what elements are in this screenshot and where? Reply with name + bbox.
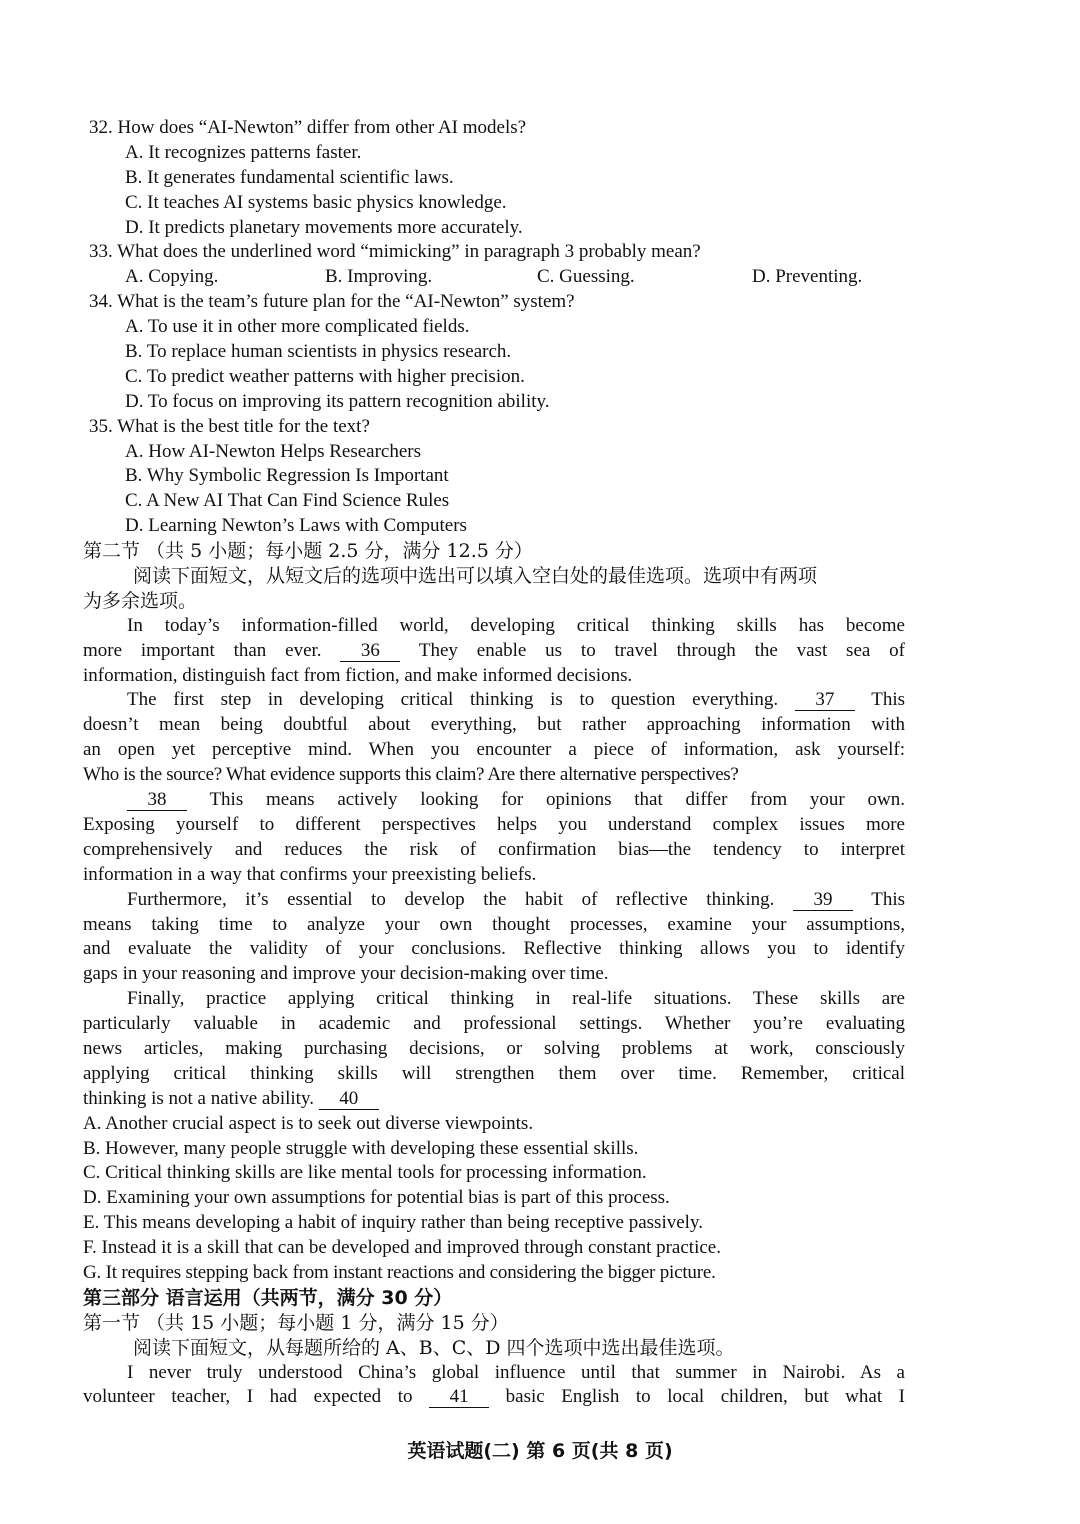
- question-33-option-b: B. Improving.: [325, 266, 433, 288]
- question-33-option-a: A. Copying.: [125, 266, 219, 288]
- question-35-stem: 35. What is the best title for the text?: [89, 415, 370, 437]
- question-32-option-b: B. It generates fundamental scientific laws.: [125, 166, 454, 188]
- blank-39: 39: [793, 890, 853, 911]
- passage-p5-line-5-text: thinking is not a native ability.: [83, 1087, 314, 1109]
- question-33-options: [83, 265, 905, 290]
- passage-p5-line-1: Finally, practice applying critical thinking in real-life situations. These skills are: [127, 988, 905, 1010]
- choice-g: G. It requires stepping back from instant reactions and considering the bigger picture.: [83, 1261, 716, 1283]
- blank-36: 36: [340, 641, 400, 662]
- question-32-option-d: D. It predicts planetary movements more accurately.: [125, 216, 523, 238]
- choice-d: D. Examining your own assumptions for potential bias is part of this process.: [83, 1187, 670, 1209]
- passage-p3-line-4: information in a way that confirms your preexisting beliefs.: [83, 863, 537, 885]
- passage-p3-line-2: Exposing yourself to different perspectives helps you understand complex issues more: [83, 813, 905, 835]
- question-34-option-b: B. To replace human scientists in physics research.: [125, 341, 512, 363]
- part-3-passage-line-2-text-b: basic English to local children, but what I: [505, 1386, 906, 1408]
- passage-p1-line-2-text-b: They enable us to travel through the vast sea of: [418, 639, 905, 661]
- passage-p2-line-1-text-b: This: [871, 689, 906, 711]
- part-3-section-1-heading: 第一节 （共 15 小题；每小题 1 分，满分 15 分）: [83, 1311, 509, 1334]
- question-35-option-b: B. Why Symbolic Regression Is Important: [125, 465, 449, 487]
- passage-p3-line-3: comprehensively and reduces the risk of confirmation bias—the tendency to interpret: [83, 838, 905, 860]
- passage-p5-line-2: particularly valuable in academic and professional settings. Whether you’re evaluating: [83, 1013, 905, 1035]
- passage-p3-line-1: [83, 788, 905, 813]
- blank-40: 40: [319, 1089, 379, 1110]
- part-3-heading: 第三部分 语言运用（共两节，满分 30 分）: [83, 1286, 453, 1309]
- page-footer: 英语试题(二) 第 6 页(共 8 页): [407, 1440, 673, 1462]
- part-3-instruction: 阅读下面短文，从每题所给的 A、B、C、D 四个选项中选出最佳选项。: [133, 1336, 735, 1359]
- choice-f: F. Instead it is a skill that can be developed and improved through constant practice.: [83, 1237, 721, 1259]
- question-34-option-c: C. To predict weather patterns with higher precision.: [125, 365, 525, 387]
- passage-p5-line-5: [83, 1087, 905, 1112]
- section-2-instruction-line-2: 为多余选项。: [83, 589, 198, 612]
- question-33-option-d: D. Preventing.: [752, 266, 863, 288]
- question-35-option-d: D. Learning Newton’s Laws with Computers: [125, 515, 467, 537]
- question-34-stem: 34. What is the team’s future plan for the “AI-Newton” system?: [89, 291, 575, 313]
- passage-p1-line-3: information, distinguish fact from fiction, and make informed decisions.: [83, 664, 633, 686]
- part-3-passage-line-2: [83, 1385, 905, 1410]
- part-3-passage-line-1: I never truly understood China’s global influence until that summer in Nairobi. As a: [127, 1361, 905, 1383]
- choice-a: A. Another crucial aspect is to seek out diverse viewpoints.: [83, 1112, 534, 1134]
- part-3-passage-line-2-text-a: volunteer teacher, I had expected to: [83, 1386, 413, 1408]
- passage-p4-line-4: gaps in your reasoning and improve your decision-making over time.: [83, 963, 609, 985]
- choice-e: E. This means developing a habit of inquiry rather than being receptive passively.: [83, 1212, 703, 1234]
- question-32-option-c: C. It teaches AI systems basic physics knowledge.: [125, 191, 507, 213]
- question-32-stem: 32. How does “AI-Newton” differ from other AI models?: [89, 117, 527, 138]
- question-34-option-d: D. To focus on improving its pattern recognition ability.: [125, 390, 550, 412]
- passage-p5-line-4: applying critical thinking skills will strengthen them over time. Remember, critical: [83, 1062, 905, 1084]
- blank-41: 41: [429, 1387, 489, 1408]
- passage-p4-line-1-text-a: Furthermore, it’s essential to develop the habit of reflective thinking.: [127, 888, 775, 910]
- passage-p1-line-2-text-a: more important than ever.: [83, 639, 322, 661]
- passage-p2-line-1-text-a: The first step in developing critical thinking is to question everything.: [127, 689, 779, 711]
- choice-c: C. Critical thinking skills are like mental tools for processing information.: [83, 1162, 647, 1184]
- passage-p2-line-2: doesn’t mean being doubtful about everything, but rather approaching information with: [83, 714, 905, 736]
- section-2-instruction-line-1: 阅读下面短文，从短文后的选项中选出可以填入空白处的最佳选项。选项中有两项: [133, 565, 818, 588]
- question-33-option-c: C. Guessing.: [537, 266, 635, 288]
- passage-p4-line-1: [83, 888, 905, 913]
- choice-b: B. However, many people struggle with developing these essential skills.: [83, 1137, 639, 1159]
- passage-p4-line-3: and evaluate the validity of your conclusions. Reflective thinking allows you to identify: [83, 938, 905, 960]
- question-32-option-a: A. It recognizes patterns faster.: [125, 141, 362, 163]
- passage-p1-line-2: [83, 639, 905, 664]
- page-content: [83, 116, 905, 1410]
- passage-p2-line-3: an open yet perceptive mind. When you encounter a piece of information, ask yourself:: [83, 739, 905, 761]
- passage-p3-line-1-text: This means actively looking for opinions that differ from your own.: [209, 789, 905, 811]
- section-2-heading: 第二节 （共 5 小题；每小题 2.5 分，满分 12.5 分）: [83, 540, 533, 563]
- passage-p2-line-4: Who is the source? What evidence supports this claim? Are there alternative perspectives?: [83, 764, 739, 786]
- passage-p5-line-3: news articles, making purchasing decisions, or solving problems at work, consciously: [83, 1037, 905, 1059]
- question-34-option-a: A. To use it in other more complicated fields.: [125, 316, 470, 338]
- passage-p2-line-1: [83, 688, 905, 713]
- passage-p4-line-2: means taking time to analyze your own thought processes, examine your assumptions,: [83, 913, 905, 935]
- question-35-option-a: A. How AI-Newton Helps Researchers: [125, 440, 422, 462]
- question-33-stem: 33. What does the underlined word “mimicking” in paragraph 3 probably mean?: [89, 241, 701, 263]
- passage-p4-line-1-text-b: This: [871, 888, 906, 910]
- question-35-option-c: C. A New AI That Can Find Science Rules: [125, 490, 450, 512]
- passage-p1-line-1: In today’s information-filled world, developing critical thinking skills has become: [127, 614, 905, 636]
- blank-38: 38: [127, 790, 187, 811]
- blank-37: 37: [795, 690, 855, 711]
